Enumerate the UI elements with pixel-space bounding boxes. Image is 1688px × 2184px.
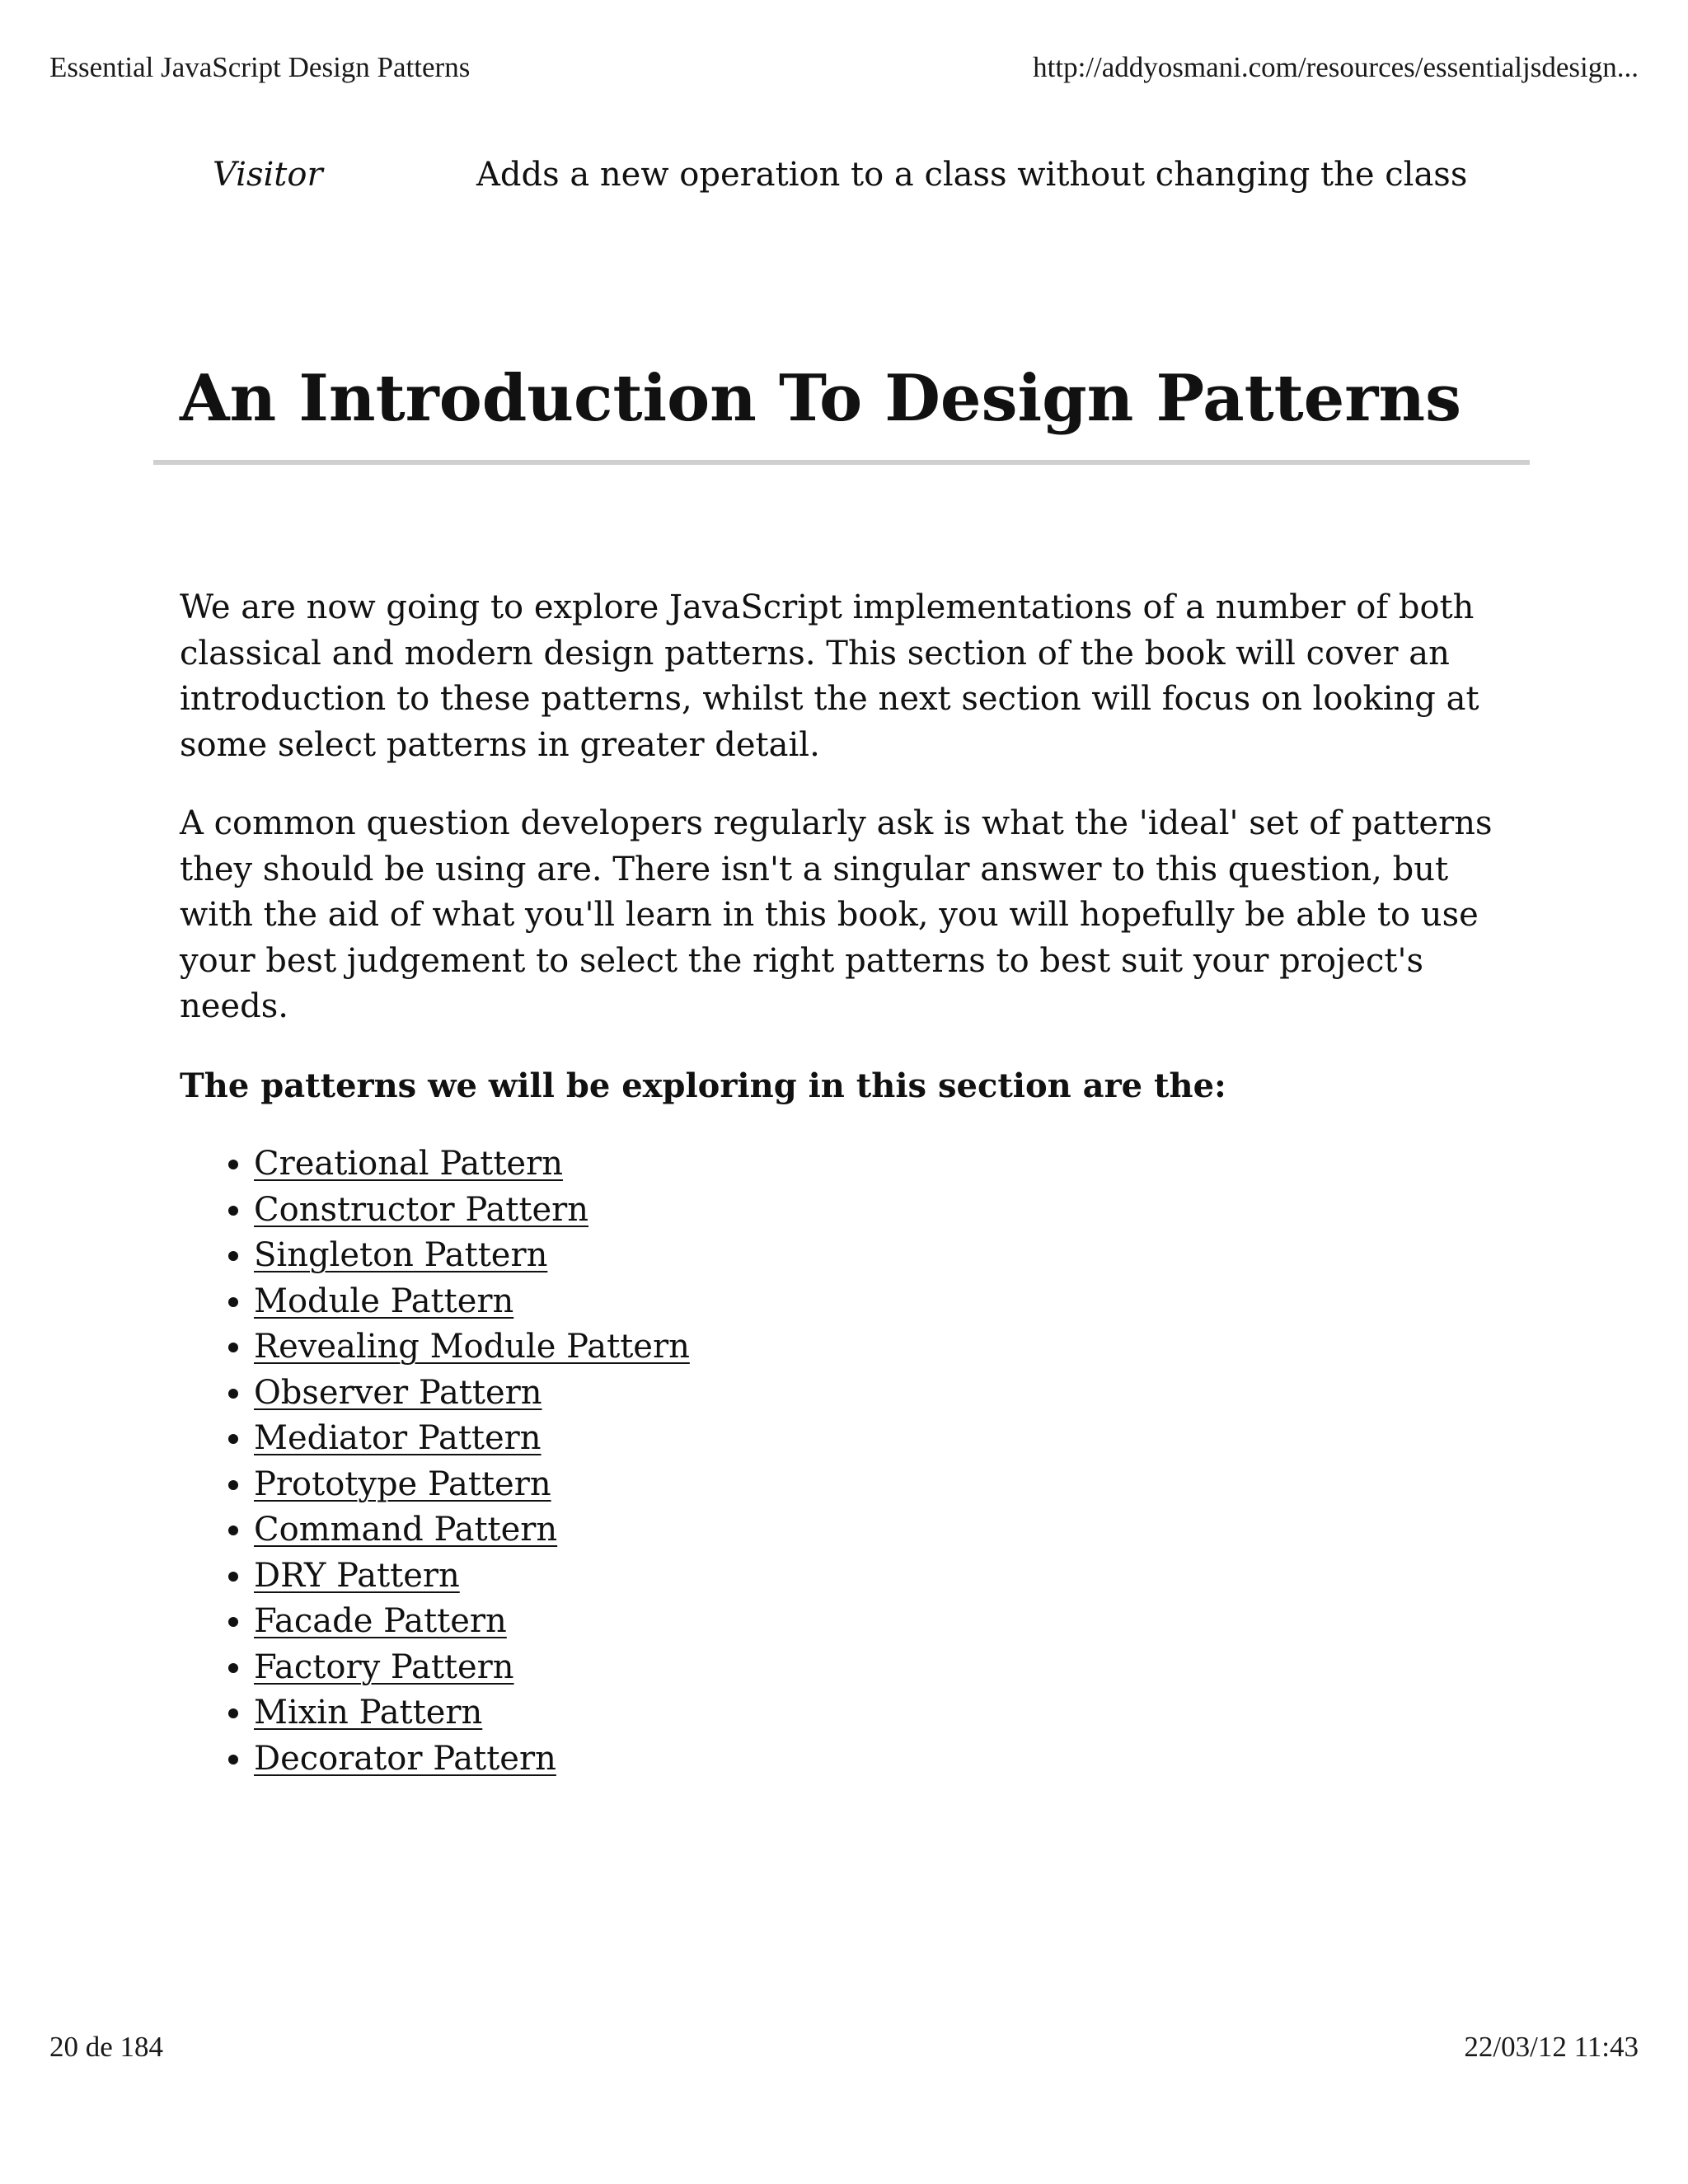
pattern-link-factory[interactable]: Factory Pattern bbox=[254, 1647, 514, 1686]
pattern-link-constructor[interactable]: Constructor Pattern bbox=[254, 1190, 588, 1229]
patterns-list bbox=[180, 1141, 1531, 1782]
list-item bbox=[254, 1736, 1531, 1783]
list-item bbox=[254, 1324, 1531, 1371]
print-header-title: Essential JavaScript Design Patterns bbox=[49, 51, 471, 83]
list-item bbox=[254, 1141, 1531, 1188]
list-item bbox=[254, 1690, 1531, 1736]
section-content bbox=[180, 585, 1531, 1782]
list-item bbox=[254, 1462, 1531, 1508]
list-item bbox=[254, 1599, 1531, 1645]
pattern-link-singleton[interactable]: Singleton Pattern bbox=[254, 1236, 548, 1274]
list-item bbox=[254, 1279, 1531, 1325]
pattern-link-creational[interactable]: Creational Pattern bbox=[254, 1145, 563, 1183]
print-datetime: 22/03/12 11:43 bbox=[1464, 2031, 1639, 2063]
pattern-link-revealing-module[interactable]: Revealing Module Pattern bbox=[254, 1328, 690, 1366]
list-item bbox=[254, 1554, 1531, 1600]
pattern-link-mixin[interactable]: Mixin Pattern bbox=[254, 1694, 483, 1732]
print-header-url: http://addyosmani.com/resources/essentialjsdesign... bbox=[1033, 51, 1639, 83]
visitor-pattern-description: Adds a new operation to a class without changing the class bbox=[476, 156, 1468, 194]
question-paragraph: A common question developers regularly ask is what the 'ideal' set of patterns they should be using are. There isn't a singular answer to this question, but with the aid of what you'll learn in this book, you will hopefully be able to use your best judgement to select the right patterns to best suit your project's needs. bbox=[180, 804, 1493, 1025]
section-title: An Introduction To Design Patterns bbox=[180, 361, 1462, 436]
pattern-link-decorator[interactable]: Decorator Pattern bbox=[254, 1739, 556, 1778]
pattern-link-facade[interactable]: Facade Pattern bbox=[254, 1602, 507, 1640]
pattern-link-dry[interactable]: DRY Pattern bbox=[254, 1556, 460, 1595]
patterns-heading: The patterns we will be exploring in this section are the: bbox=[180, 1066, 1226, 1105]
visitor-table-row bbox=[0, 152, 1688, 198]
pattern-link-observer[interactable]: Observer Pattern bbox=[254, 1373, 542, 1412]
pattern-link-mediator[interactable]: Mediator Pattern bbox=[254, 1419, 542, 1457]
list-item bbox=[254, 1645, 1531, 1691]
list-item bbox=[254, 1507, 1531, 1554]
visitor-pattern-name: Visitor bbox=[213, 156, 323, 194]
pattern-link-command[interactable]: Command Pattern bbox=[254, 1511, 558, 1549]
intro-paragraph: We are now going to explore JavaScript implementations of a number of both classical and modern design patterns. This section of the book will cover an introduction to these patterns, whilst the next section will focus on looking at some select patterns in greater detail. bbox=[180, 588, 1479, 764]
title-divider bbox=[153, 460, 1530, 465]
list-item bbox=[254, 1188, 1531, 1234]
list-item bbox=[254, 1416, 1531, 1462]
pattern-link-module[interactable]: Module Pattern bbox=[254, 1282, 514, 1320]
list-item bbox=[254, 1371, 1531, 1417]
page-number: 20 de 184 bbox=[49, 2031, 164, 2063]
list-item bbox=[254, 1233, 1531, 1279]
pattern-link-prototype[interactable]: Prototype Pattern bbox=[254, 1465, 551, 1503]
